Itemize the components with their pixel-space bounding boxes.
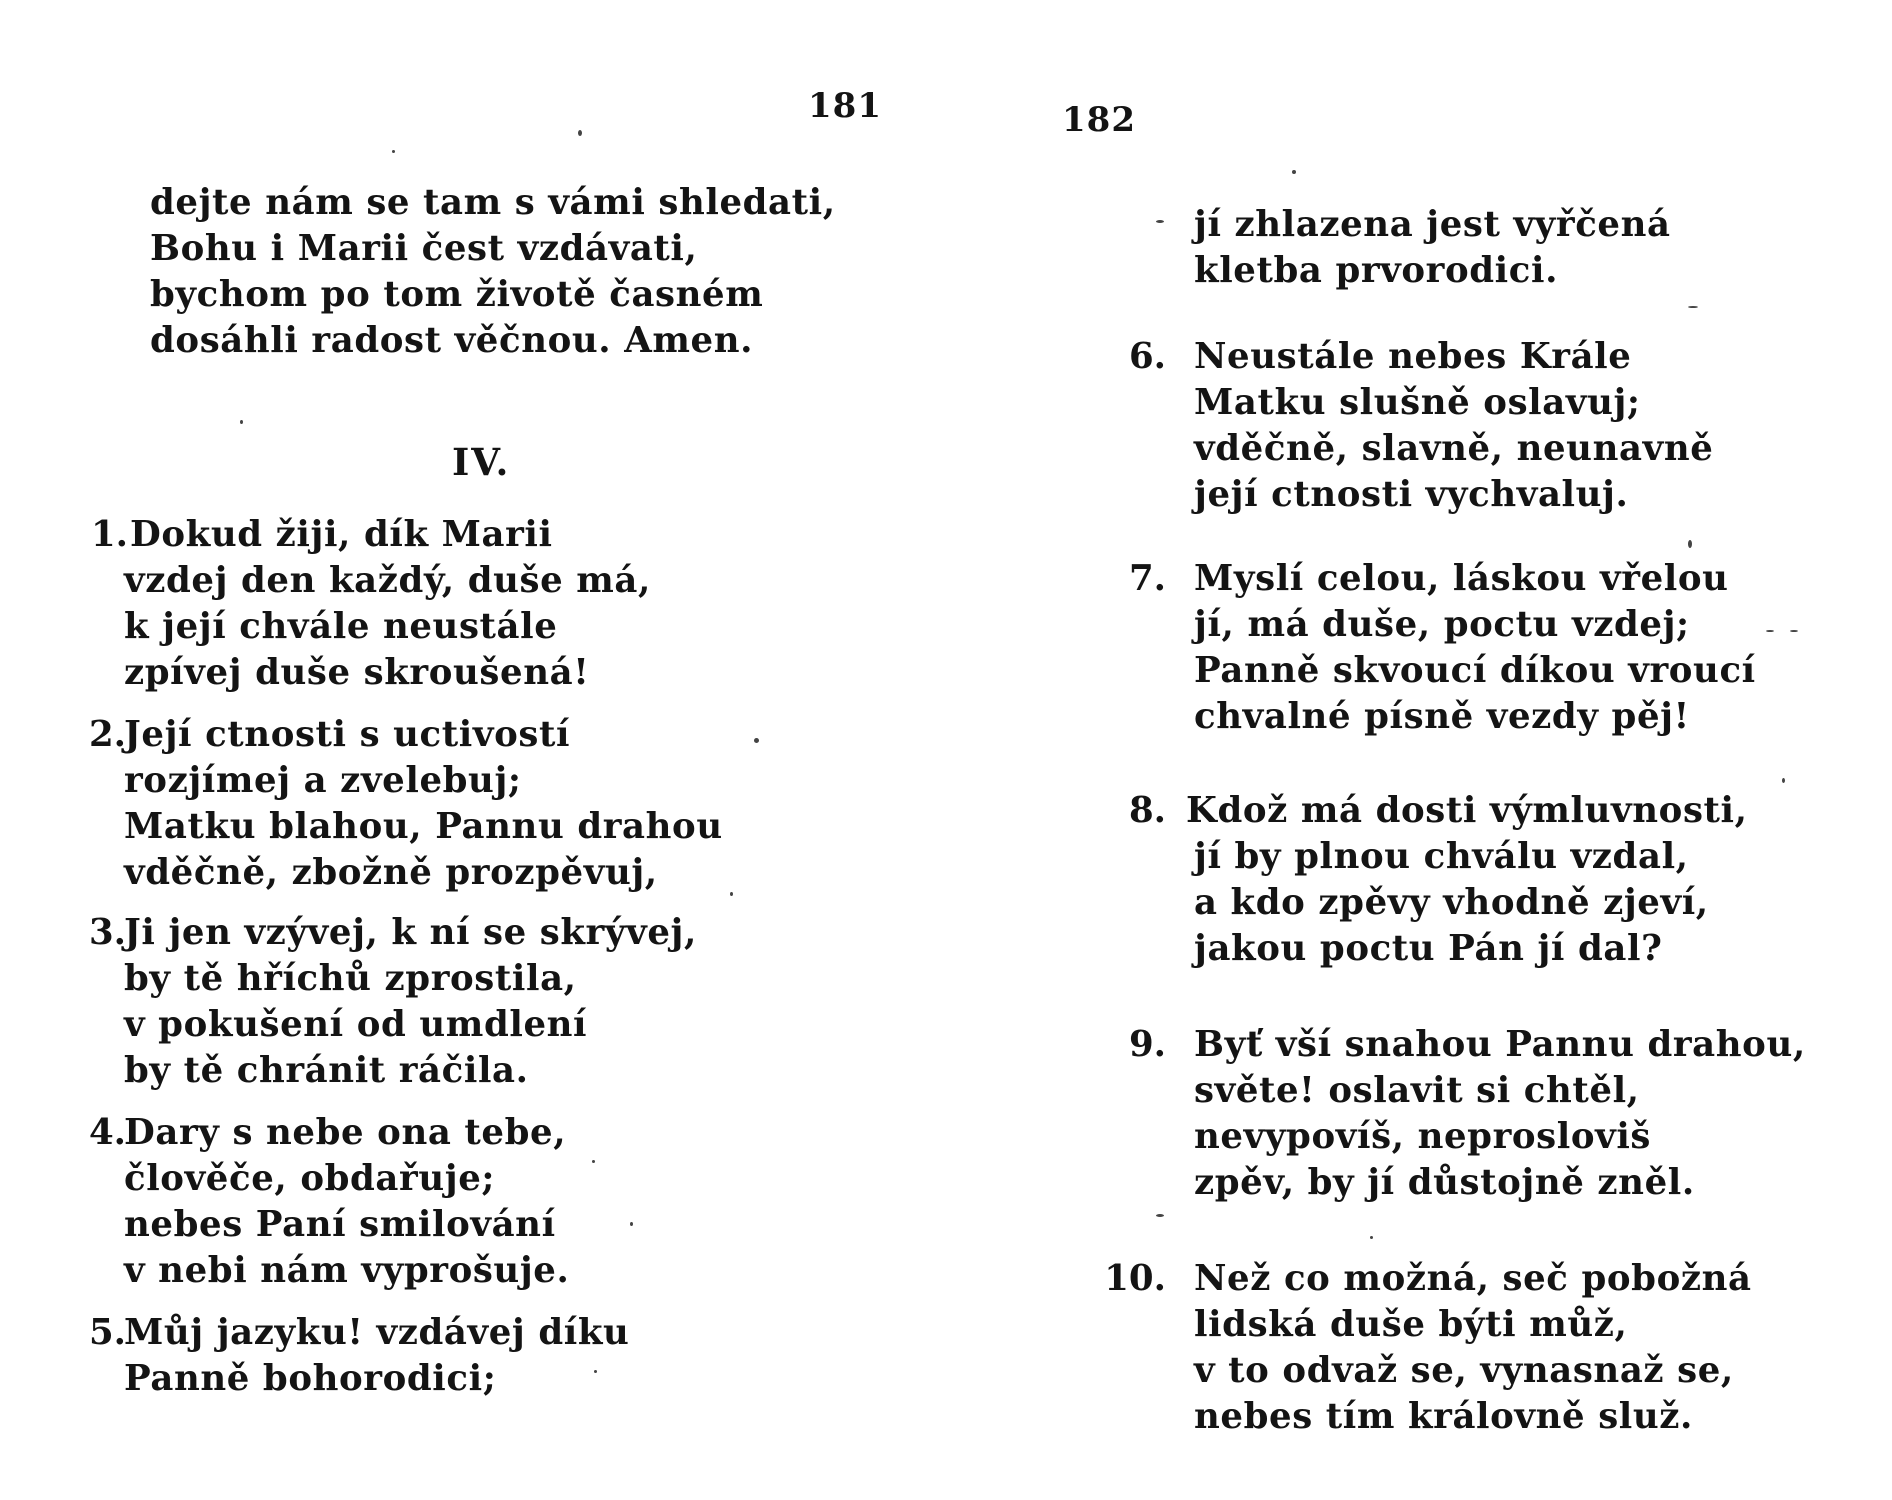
print-speck <box>1292 170 1296 174</box>
verse-line: rozjímej a zvelebuj; <box>124 760 522 801</box>
stanza-number: 1. <box>90 514 128 555</box>
print-speck <box>592 1160 595 1163</box>
verse-line: Neustále nebes Krále <box>1194 336 1632 377</box>
verse-line: nevypovíš, neprosloviš <box>1194 1116 1652 1157</box>
section-heading: IV. <box>452 440 511 484</box>
verse-line: světe! oslavit si chtěl, <box>1194 1070 1640 1111</box>
verse-line: Byť vší snahou Pannu drahou, <box>1194 1024 1806 1065</box>
print-speck <box>1766 630 1774 632</box>
verse-line: Ji jen vzývej, k ní se skrývej, <box>124 912 697 953</box>
closing-line: bychom po tom životě časném <box>150 274 764 315</box>
print-speck <box>730 892 733 896</box>
verse-line: Dary s nebe ona tebe, <box>124 1112 567 1153</box>
verse-line: by tě chránit ráčila. <box>124 1050 529 1091</box>
print-speck <box>630 1222 633 1226</box>
stanza-number: 7. <box>1128 558 1166 599</box>
verse-line: Můj jazyku! vzdávej díku <box>124 1312 630 1353</box>
verse-line: nebes Paní smilování <box>124 1204 556 1245</box>
stanza-number: 8. <box>1128 790 1166 831</box>
verse-line: by tě hříchů zprostila, <box>124 958 577 999</box>
print-speck <box>1688 306 1698 308</box>
print-speck <box>1688 540 1692 548</box>
stanza-number: 10. <box>1104 1258 1166 1299</box>
continuation-line: jí zhlazena jest vyřčená <box>1194 204 1671 245</box>
verse-line: a kdo zpěvy vhodně zjeví, <box>1194 882 1709 923</box>
verse-line: jakou poctu Pán jí dal? <box>1194 928 1663 969</box>
print-speck <box>1782 778 1785 783</box>
continuation-line: kletba prvorodici. <box>1194 250 1559 291</box>
stanza-number: 3. <box>88 912 126 953</box>
print-speck <box>240 420 243 424</box>
right-page <box>946 0 1892 1500</box>
verse-line: chvalné písně vezdy pěj! <box>1194 696 1690 737</box>
print-speck <box>392 150 395 153</box>
print-speck <box>1156 220 1164 223</box>
verse-line: zpívej duše skroušená! <box>124 652 590 693</box>
print-speck <box>594 1370 597 1373</box>
print-speck <box>1156 1214 1164 1217</box>
verse-line: její ctnosti vychvaluj. <box>1194 474 1629 515</box>
verse-line: vděčně, zbožně prozpěvuj, <box>124 852 658 893</box>
page-number: 181 <box>808 86 882 126</box>
verse-line: Matku blahou, Pannu drahou <box>124 806 723 847</box>
stanza-number: 2. <box>88 714 126 755</box>
print-speck <box>1790 630 1798 632</box>
verse-line: jí, má duše, poctu vzdej; <box>1194 604 1690 645</box>
verse-line: lidská duše býti můž, <box>1194 1304 1628 1345</box>
verse-line: nebes tím královně služ. <box>1194 1396 1694 1437</box>
verse-line: člověče, obdařuje; <box>124 1158 496 1199</box>
verse-line: Panně skvoucí díkou vroucí <box>1194 650 1756 691</box>
print-speck <box>1370 1236 1373 1239</box>
verse-line: k její chvále neustále <box>124 606 558 647</box>
verse-line: Kdož má dosti výmluvnosti, <box>1186 790 1748 831</box>
page-number: 182 <box>1062 100 1136 140</box>
stanza-number: 6. <box>1128 336 1166 377</box>
verse-line: Panně bohorodici; <box>124 1358 497 1399</box>
stanza-number: 4. <box>88 1112 126 1153</box>
verse-line: v to odvaž se, vynasnaž se, <box>1194 1350 1734 1391</box>
verse-line: vzdej den každý, duše má, <box>124 560 651 601</box>
closing-line: dosáhli radost věčnou. Amen. <box>150 320 754 361</box>
print-speck <box>754 738 759 743</box>
verse-line: jí by plnou chválu vzdal, <box>1194 836 1689 877</box>
verse-line: v nebi nám vyprošuje. <box>124 1250 570 1291</box>
verse-line: v pokušení od umdlení <box>124 1004 588 1045</box>
stanza-number: 9. <box>1128 1024 1166 1065</box>
verse-line: Její ctnosti s uctivostí <box>124 714 571 755</box>
closing-line: Bohu i Marii čest vzdávati, <box>150 228 698 269</box>
verse-line: Dokud žiji, dík Marii <box>130 514 553 555</box>
print-speck <box>578 130 582 136</box>
verse-line: Myslí celou, láskou vřelou <box>1194 558 1729 599</box>
closing-line: dejte nám se tam s vámi shledati, <box>150 182 836 223</box>
verse-line: Matku slušně oslavuj; <box>1194 382 1641 423</box>
stanza-number: 5. <box>88 1312 126 1353</box>
verse-line: vděčně, slavně, neunavně <box>1194 428 1714 469</box>
verse-line: Než co možná, seč pobožná <box>1194 1258 1752 1299</box>
verse-line: zpěv, by jí důstojně zněl. <box>1194 1162 1695 1203</box>
